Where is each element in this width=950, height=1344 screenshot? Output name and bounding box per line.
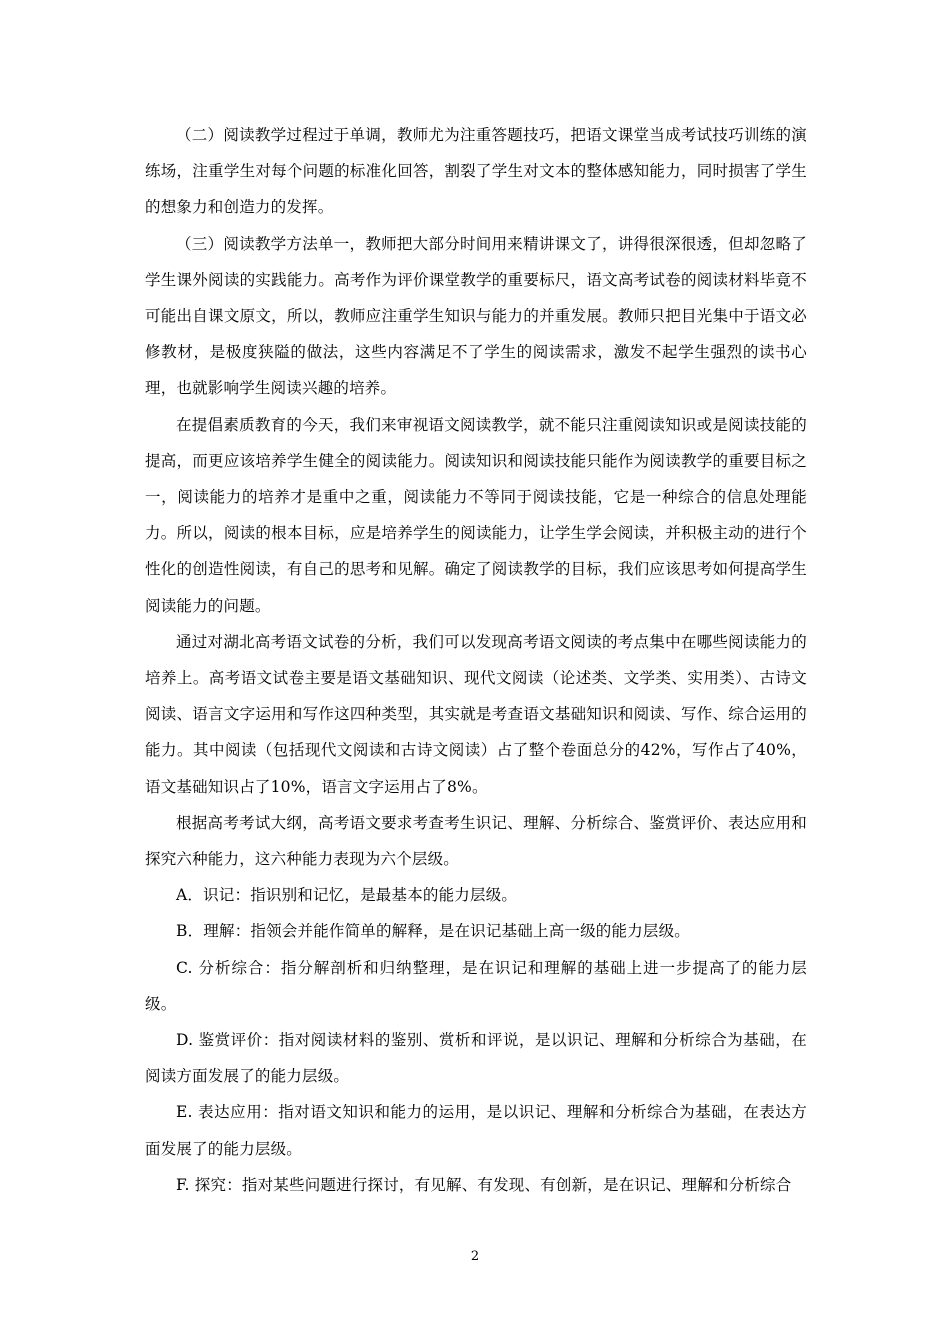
paragraph-six-abilities: 根据高考考试大纲，高考语文要求考查考生识记、理解、分析综合、鉴赏评价、表达应用和探究六种能力，这六种能力表现为六个层级。 bbox=[145, 813, 807, 869]
page-body bbox=[145, 117, 807, 1203]
list-item-analyze: C. 分析综合：指分解剖析和归纳整理，是在识记和理解的基础上进一步提高了的能力层级。 bbox=[145, 958, 807, 1013]
list-item-appreciate: D. 鉴赏评价：指对阅读材料的鉴别、赏析和评说，是以识记、理解和分析综合为基础，在阅读方面发展了的能力层级。 bbox=[145, 1031, 807, 1086]
list-item-memorize: A．识记：指识别和记忆，是最基本的能力层级。 bbox=[176, 886, 518, 905]
paragraph-reading-monotony: （二）阅读教学过程过于单调，教师尤为注重答题技巧，把语文课堂当成考试技巧训练的演练场，注重学生对每个问题的标准化回答，割裂了学生对文本的整体感知能力，同时损害了学生的想象力和创造力的发挥。 bbox=[145, 126, 807, 217]
paragraph-reading-method: （三）阅读教学方法单一，教师把大部分时间用来精讲课文了，讲得很深很透，但却忽略了学生课外阅读的实践能力。高考作为评价课堂教学的重要标尺，语文高考试卷的阅读材料毕竟不可能出自课文原文，所以，教师应注重学生知识与能力的并重发展。教师只把目光集中于语文必修教材，是极度狭隘的做法，这些内容满足不了学生的阅读需求，激发不起学生强烈的读书心理，也就影响学生阅读兴趣的培养。 bbox=[145, 234, 807, 398]
list-item-understand: B．理解：指领会并能作简单的解释，是在识记基础上高一级的能力层级。 bbox=[176, 922, 690, 941]
paragraph-exam-analysis: 通过对湖北高考语文试卷的分析，我们可以发现高考语文阅读的考点集中在哪些阅读能力的培养上。高考语文试卷主要是语文基础知识、现代文阅读（论述类、文学类、实用类）、古诗文阅读、语言文字运用和写作这四种类型，其实就是考查语文基础知识和阅读、写作、综合运用的能力。其中阅读（包括现代文阅读和古诗文阅读）占了整个卷面总分的42%，写作占了40%，语文基础知识占了10%，语言文字运用占了8%。 bbox=[145, 632, 807, 796]
paragraph-quality-education: 在提倡素质教育的今天，我们来审视语文阅读教学，就不能只注重阅读知识或是阅读技能的提高，而更应该培养学生健全的阅读能力。阅读知识和阅读技能只能作为阅读教学的重要目标之一，阅读能力的培养才是重中之重，阅读能力不等同于阅读技能，它是一种综合的信息处理能力。所以，阅读的根本目标，应是培养学生的阅读能力，让学生学会阅读，并积极主动的进行个性化的创造性阅读，有自己的思考和见解。确定了阅读教学的目标，我们应该思考如何提高学生阅读能力的问题。 bbox=[145, 415, 807, 615]
page-number: 2 bbox=[470, 1249, 480, 1264]
list-item-express: E. 表达应用：指对语文知识和能力的运用，是以识记、理解和分析综合为基础，在表达方面发展了的能力层级。 bbox=[145, 1103, 807, 1158]
list-item-explore: F. 探究：指对某些问题进行探讨，有见解、有发现、有创新，是在识记、理解和分析综合 bbox=[176, 1175, 792, 1194]
